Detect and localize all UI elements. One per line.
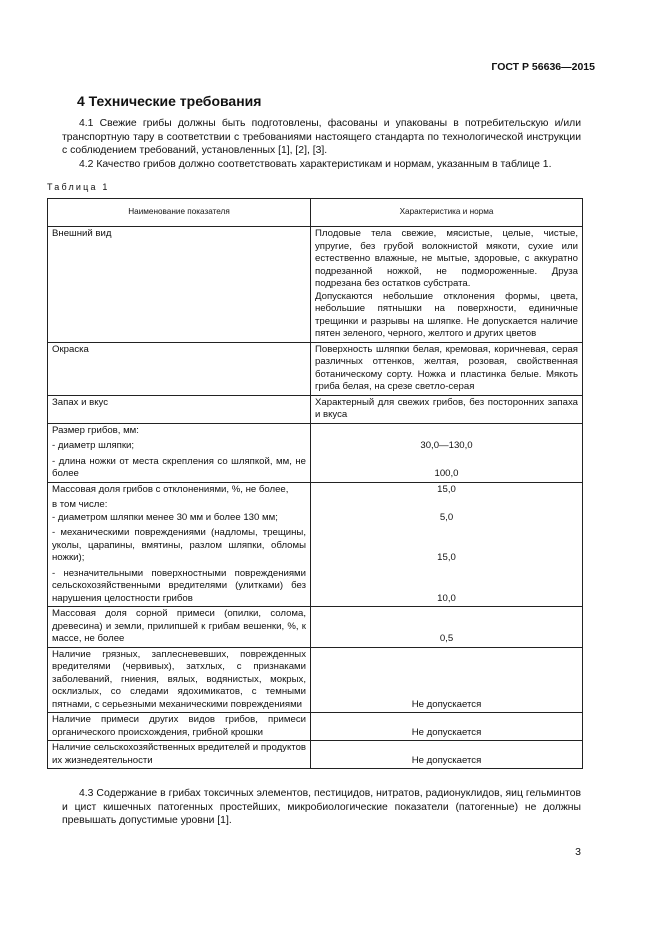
deviation-cap-label: - диаметром шляпки менее 30 мм и более 130 мм; <box>52 511 278 523</box>
cell-appearance-name: Внешний вид <box>48 227 311 343</box>
size-stem-value: 100,0 <box>434 468 459 479</box>
deviation-blank-2 <box>315 527 578 552</box>
paragraph-4-3: 4.3 Содержание в грибах токсичных элементов, пестицидов, нитратов, радионуклидов, яиц гельминтов и цист кишечных патогенных простейших, микробиологические показатели (патогенные) не должны превышать допустимые уровни [1]. <box>62 788 581 827</box>
deviation-mech-label: - механическими повреждениями (надломы, трещины, уколы, царапины, вмятины, разлом шляпки, обломы ножки); <box>52 527 306 563</box>
row-pests <box>48 741 583 769</box>
cell-size-value <box>311 423 583 482</box>
deviation-including: в том числе: <box>52 499 108 510</box>
cell-smell-name: Запах и вкус <box>48 395 311 423</box>
row-smell <box>48 395 583 423</box>
deviation-minor-value: 10,0 <box>437 592 456 604</box>
cell-dirty-name: Наличие грязных, заплесневевших, поврежденных вредителями (червивых), затхлых, с признаками заболеваний, гниения, вялых, водянистых, мокрых, осклизлых, со следами ядохимикатов, с темными пятнами, с серьезными механическими повреждениями <box>48 647 311 713</box>
size-title: Размер грибов, мм: <box>52 424 139 436</box>
cell-color-value: Поверхность шляпки белая, кремовая, коричневая, серая различных оттенков, желтая, розовая, свойственная ботаническому сорту. Ножка и пластинка белые. Мякоть гриба белая, на срезе светло-серая <box>311 342 583 395</box>
deviation-cap-value: 5,0 <box>439 511 454 523</box>
deviation-title: Массовая доля грибов с отклонениями, %, не более, <box>52 483 289 495</box>
column-header-indicator: Наименование показателя <box>48 199 311 227</box>
deviation-blank <box>315 499 578 512</box>
size-blank-2 <box>315 456 578 469</box>
size-cap-label: - диаметр шляпки; <box>52 440 135 451</box>
cell-impurity-name: Массовая доля сорной примеси (опилки, солома, древесина) и земли, прилипшей к грибам вешенки, %, к массе, не более <box>48 607 311 648</box>
row-other-species <box>48 713 583 741</box>
cell-smell-value: Характерный для свежих грибов, без посторонних запаха и вкуса <box>311 395 583 423</box>
cell-deviation-value <box>311 482 583 607</box>
cell-impurity-value: 0,5 <box>311 607 583 648</box>
deviation-blank-3 <box>315 568 578 593</box>
table-header-row <box>48 199 583 227</box>
deviation-total-value: 15,0 <box>437 483 456 495</box>
row-color <box>48 342 583 395</box>
size-stem-label: - длина ножки от места скрепления со шляпкой, мм, не более <box>52 455 306 479</box>
row-impurity <box>48 607 583 648</box>
column-header-norm: Характеристика и норма <box>311 199 583 227</box>
page-number: 3 <box>575 846 581 858</box>
requirements-table <box>47 198 583 769</box>
cell-appearance-value <box>311 227 583 343</box>
cell-other-name: Наличие примеси других видов грибов, примеси органического происхождения, грибной крошки <box>48 713 311 741</box>
cell-dirty-value: Не допускается <box>311 647 583 713</box>
deviation-minor-label: - незначительными поверхностными повреждениями сельскохозяйственными вредителями (улитками) без нарушения целостности грибов <box>52 567 306 604</box>
table-caption: Таблица 1 <box>47 182 110 192</box>
row-dirty <box>48 647 583 713</box>
document-code: ГОСТ Р 56636—2015 <box>491 61 595 73</box>
row-deviation <box>48 482 583 607</box>
deviation-mech-value: 15,0 <box>437 552 456 563</box>
row-appearance <box>48 227 583 343</box>
row-size <box>48 423 583 482</box>
section-title: 4 Технические требования <box>77 93 262 109</box>
appearance-text-2: Допускаются небольшие отклонения формы, цвета, небольшие пятнышки на поверхности, единичные трещинки и разрывы на шляпке. Не допускается наличие пятен зеленого, черного, желтого и других цветов <box>315 290 578 339</box>
paragraph-4-1: 4.1 Свежие грибы должны быть подготовлены, фасованы и упакованы в потребительскую и/или транспортную тару в соответствии с требованиями настоящего стандарта по технологической инструкции с соблюдением требований, установленных [1], [2], [3]. <box>62 118 581 157</box>
appearance-text-1: Плодовые тела свежие, мясистые, целые, чистые, упругие, без грубой волокнистой мякоти, сухие или естественно влажные, не мытые, здоровые, с аккуратно подрезанной ножкой, не подмороженные. Друза подрезана без остатков субстрата. <box>315 228 578 289</box>
cell-pests-value: Не допускается <box>311 741 583 769</box>
size-blank <box>315 425 578 441</box>
cell-size-name <box>48 423 311 482</box>
cell-pests-name: Наличие сельскохозяйственных вредителей и продуктов их жизнедеятельности <box>48 741 311 769</box>
cell-other-value: Не допускается <box>311 713 583 741</box>
size-cap-value: 30,0—130,0 <box>420 440 473 451</box>
cell-deviation-name <box>48 482 311 607</box>
cell-color-name: Окраска <box>48 342 311 395</box>
paragraph-4-2: 4.2 Качество грибов должно соответствовать характеристикам и нормам, указанным в таблице 1. <box>79 159 552 170</box>
